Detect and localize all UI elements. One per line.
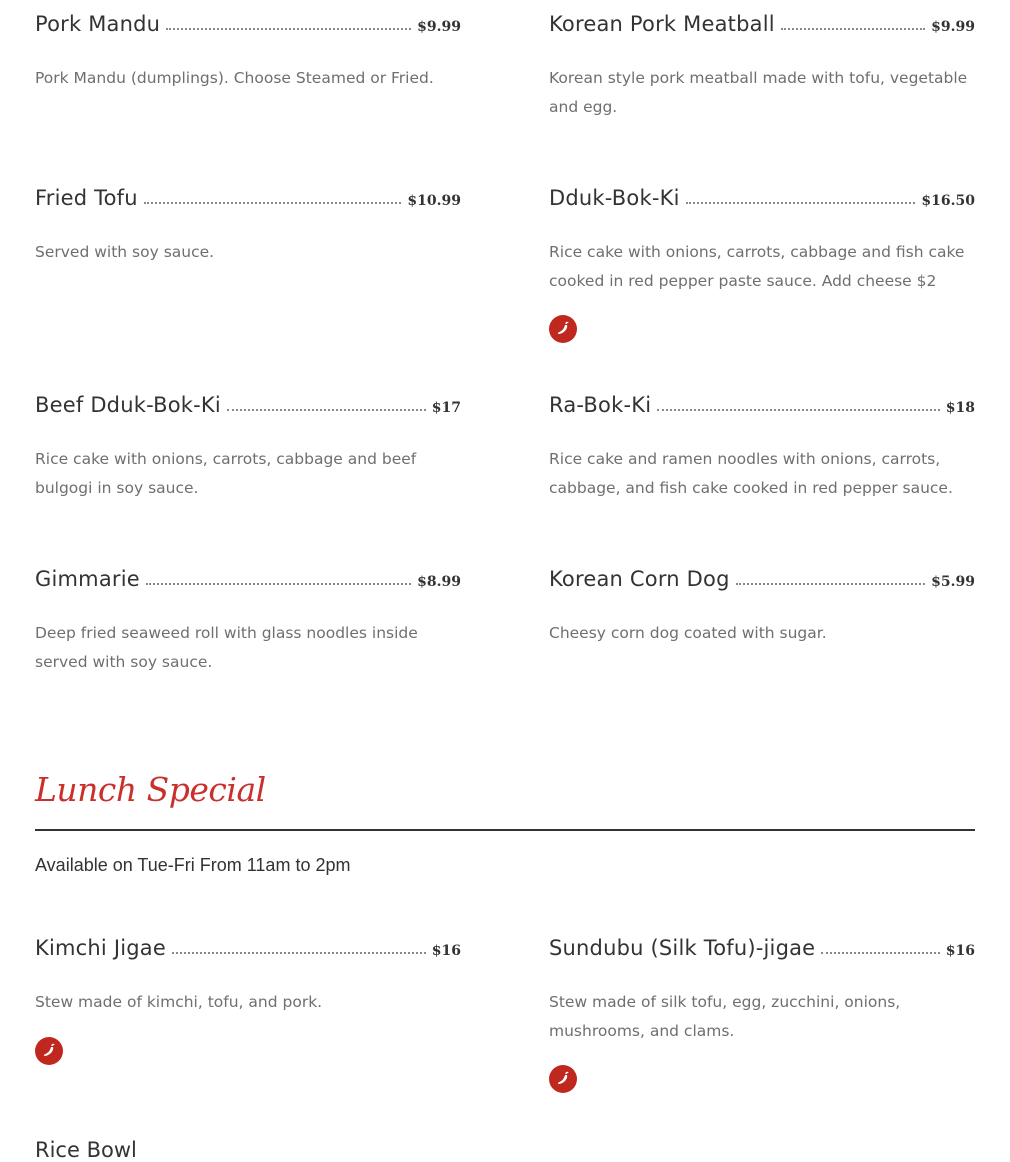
menu-item-price: $5.99 (931, 574, 975, 590)
menu-item-name: Dduk-Bok-Ki (549, 186, 680, 210)
next-section-heading: Rice Bowl (35, 1138, 137, 1162)
menu-item-header (35, 12, 461, 52)
menu-item (35, 393, 461, 567)
menu-item-header (35, 393, 461, 433)
menu-item-name: Ra-Bok-Ki (549, 393, 652, 417)
menu-item (35, 186, 461, 393)
menu-item-price: $16 (431, 943, 461, 959)
menu-item-description: Cheesy corn dog coated with sugar. (549, 624, 827, 642)
menu-item-price: $16 (945, 943, 975, 959)
menu-item-name: Kimchi Jigae (35, 936, 166, 960)
menu-item (549, 567, 975, 717)
menu-item-price: $9.99 (931, 19, 975, 35)
menu-item (549, 186, 975, 393)
menu-item-name: Sundubu (Silk Tofu)-jigae (549, 936, 816, 960)
menu-item-name: Korean Corn Dog (549, 567, 730, 591)
menu-item-description: Rice cake with onions, carrots, cabbage and fish cake cooked in red pepper paste sauce. Add cheese $2 (549, 243, 965, 290)
menu-item-price: $17 (431, 400, 461, 416)
section-title: Lunch Special (35, 770, 266, 809)
leader-dots (172, 952, 426, 954)
menu-item-description: Rice cake with onions, carrots, cabbage and beef bulgogi in soy sauce. (35, 450, 417, 497)
menu-item-header (549, 936, 975, 976)
menu-item (35, 936, 461, 1093)
leader-dots (144, 202, 402, 204)
section-divider (35, 829, 975, 831)
menu-item-description: Stew made of kimchi, tofu, and pork. (35, 993, 323, 1011)
menu-item-price: $18 (945, 400, 975, 416)
chili-pepper-icon (35, 1037, 63, 1065)
menu-item-header (35, 936, 461, 976)
menu-item-name: Korean Pork Meatball (549, 12, 775, 36)
menu-item-price: $9.99 (417, 19, 461, 35)
menu-item-name: Gimmarie (35, 567, 140, 591)
chili-pepper-icon (549, 315, 577, 343)
menu-item (549, 393, 975, 567)
menu-grid-lunch (35, 936, 975, 1093)
menu-item-header (549, 567, 975, 607)
menu-item-header (35, 186, 461, 226)
leader-dots (146, 583, 411, 585)
leader-dots (227, 409, 426, 411)
leader-dots (686, 202, 916, 204)
menu-item-header (549, 186, 975, 226)
menu-item (35, 12, 461, 186)
leader-dots (657, 409, 940, 411)
menu-item-description: Deep fried seaweed roll with glass noodles inside served with soy sauce. (35, 624, 418, 671)
menu-item-header (549, 12, 975, 52)
leader-dots (781, 28, 925, 30)
leader-dots (736, 583, 926, 585)
menu-item-name: Fried Tofu (35, 186, 138, 210)
menu-grid-top (35, 12, 975, 717)
menu-item-description: Korean style pork meatball made with tofu, vegetable and egg. (549, 69, 968, 116)
menu-item-description: Rice cake and ramen noodles with onions, carrots, cabbage, and fish cake cooked in red pepper sauce. (549, 450, 953, 497)
leader-dots (166, 28, 411, 30)
menu-item-name: Pork Mandu (35, 12, 161, 36)
menu-item-price: $10.99 (407, 193, 461, 209)
leader-dots (821, 952, 939, 954)
menu-item-description: Served with soy sauce. (35, 243, 215, 261)
menu-item (549, 12, 975, 186)
menu-item-description: Pork Mandu (dumplings). Choose Steamed or Fried. (35, 69, 434, 87)
menu-item-price: $8.99 (417, 574, 461, 590)
menu-item-description: Stew made of silk tofu, egg, zucchini, onions, mushrooms, and clams. (549, 993, 901, 1040)
menu-item (35, 567, 461, 717)
menu-item (549, 936, 975, 1093)
menu-item-name: Beef Dduk-Bok-Ki (35, 393, 221, 417)
chili-pepper-icon (549, 1065, 577, 1093)
section-availability-note: Available on Tue-Fri From 11am to 2pm (35, 855, 351, 875)
menu-item-header (549, 393, 975, 433)
menu-item-price: $16.50 (921, 193, 975, 209)
menu-item-header (35, 567, 461, 607)
